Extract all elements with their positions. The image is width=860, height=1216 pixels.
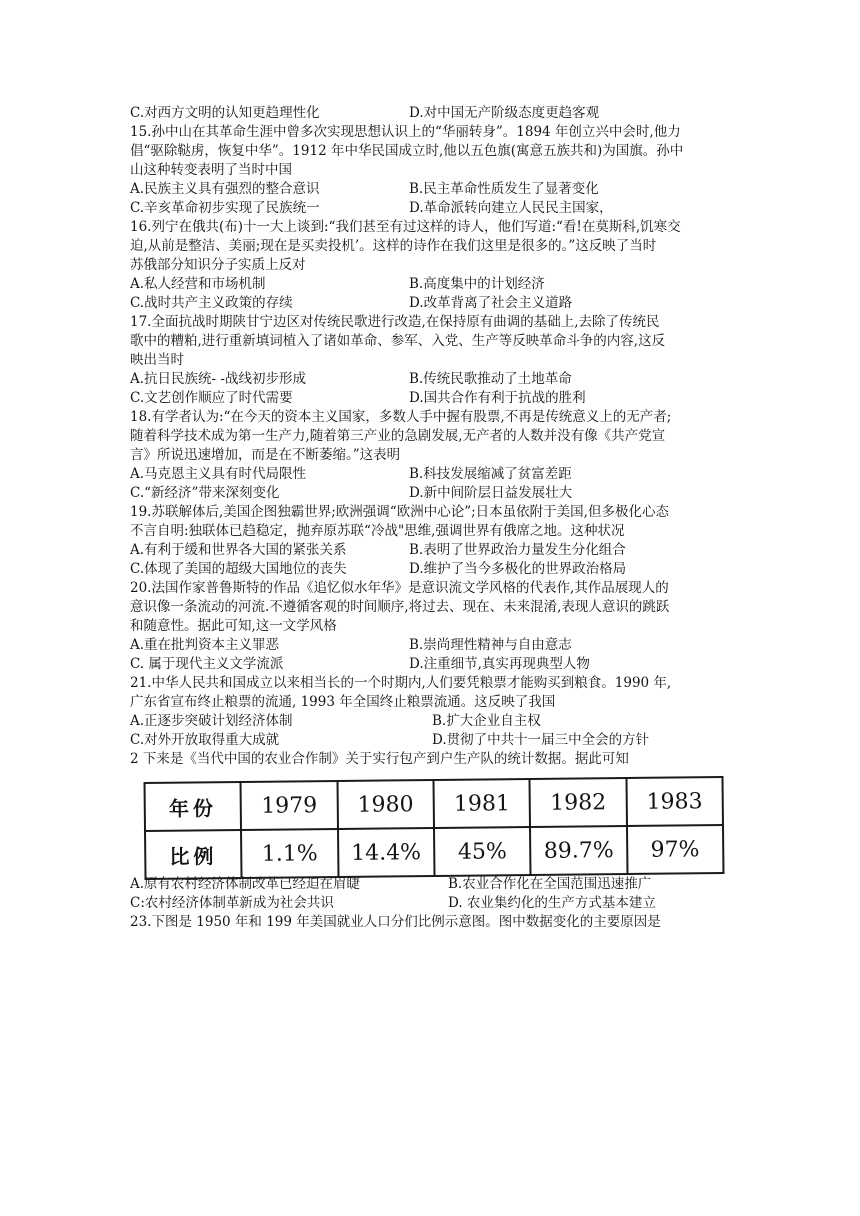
answer-option[interactable]: A.有利于缓和世界各大国的紧张关系 — [130, 542, 347, 558]
table-cell: 89.7% — [530, 826, 627, 875]
answer-options-row — [130, 541, 730, 560]
answer-option[interactable]: A.私人经营和市场机制 — [130, 276, 266, 292]
question-text-line: 歌中的糟粕,进行重新填词植入了诸如革命、参军、入党、生产等反映革命斗争的内容,这反 — [130, 333, 666, 349]
table-cell: 年份 — [145, 782, 242, 831]
question-text-line: 广东省宣布终止粮票的流通, 1993 年全国终止粮票流通。这反映了我国 — [130, 694, 556, 710]
answer-option[interactable]: D.对中国无产阶级态度更趋客观 — [409, 105, 600, 121]
answer-option[interactable]: C.辛亥革命初步实现了民族统一 — [130, 200, 320, 216]
answer-option[interactable]: C.对西方文明的认知更趋理性化 — [130, 105, 320, 121]
answer-option[interactable]: D.革命派转向建立人民民主国家， — [409, 200, 613, 216]
answer-option[interactable]: C:农村经济体制革新成为社会共识 — [130, 895, 334, 911]
answer-option[interactable]: A.重在批判资本主义罪恶 — [130, 637, 280, 653]
answer-options-row — [130, 712, 730, 731]
question-text-line: 迫,从前是整洁、美丽;现在是买卖投机’。这样的诗作在我们这里是很多的。”这反映了当时 — [130, 238, 657, 254]
table-cell: 1980 — [337, 780, 434, 829]
answer-option[interactable]: B.民主革命性质发生了显著变化 — [409, 181, 599, 197]
answer-options-row — [130, 636, 730, 655]
question-text-line: 19.苏联解体后,美国企图独霸世界;欧洲强调“欧洲中心论”;日本虽依附于美国,但多极化心态 — [130, 504, 669, 520]
question-text-line: 山这种转变表明了当时中国 — [130, 162, 292, 178]
answer-option[interactable]: A.马克恩主义具有时代局限性 — [130, 466, 307, 482]
answer-option[interactable]: D. 农业集约化的生产方式基本建立 — [448, 895, 656, 911]
answer-option[interactable]: C.体现了美国的超级大国地位的丧失 — [130, 561, 347, 577]
question-text-line: 20.法国作家普鲁斯特的作品《追忆似水年华》是意识流文学风格的代表作,其作品展现人的 — [130, 580, 669, 596]
question-text-line: 15.孙中山在其革命生涯中曾多次实现思想认识上的“华丽转身”。1894 年创立兴中会时,他力 — [130, 124, 681, 140]
question-text-line: 言》所说迅速增加，而是在不断萎缩。”这表明 — [130, 447, 401, 463]
answer-options-row — [130, 199, 730, 218]
table-row-ratio — [145, 825, 723, 879]
answer-option[interactable]: C.“新经济”带来深刻变化 — [130, 485, 280, 501]
answer-option[interactable]: C. 属于现代主义文学流派 — [130, 656, 284, 672]
table-cell: 1979 — [241, 781, 338, 830]
answer-option[interactable]: D.贯彻了中共十一届三中全会的方针 — [432, 732, 650, 748]
question-text-line: 不言自明:独联体已趋稳定，抛弃原苏联“冷战"思维,强调世界有俄席之地。这种状况 — [130, 523, 625, 539]
question-text-line: 16.列宁在俄共(布)十一大上谈到:“我们甚至有过这样的诗人，他们写道:“看!在莫斯科,饥寒交 — [130, 219, 681, 235]
answer-option[interactable]: B.表明了世界政治力量发生分化组合 — [409, 542, 626, 558]
answer-options-row — [130, 465, 730, 484]
exam-content — [130, 104, 730, 932]
question-text-line: 倡“驱除鞑虏，恢复中华”。1912 年中华民国成立时,他以五色旗(寓意五族共和)为国旗。孙中 — [130, 143, 684, 159]
answer-options-row — [130, 560, 730, 579]
answer-options-row — [130, 484, 730, 503]
answer-option[interactable]: B.高度集中的计划经济 — [409, 276, 545, 292]
answer-options-row — [130, 731, 730, 750]
answer-options-row — [130, 275, 730, 294]
table-row-year — [145, 777, 723, 831]
table-cell: 97% — [627, 825, 724, 874]
question-text-line: 17.全面抗战时期陕甘宁边区对传统民歌进行改造,在保持原有曲调的基础上,去除了传统民 — [130, 314, 660, 330]
question-text-line: 21.中华人民共和国成立以来相当长的一个时期内,人们要凭粮票才能购买到粮食。1990 年, — [130, 675, 672, 691]
question-text-line: 意识像一条流动的河流.不遵循客观的时间顺序,将过去、现在、未来混淆,表现人意识的跳跃 — [130, 599, 670, 615]
answer-option[interactable]: A.抗日民族统- -战线初步形成 — [130, 371, 306, 387]
answer-option[interactable]: D.维护了当今多极化的世界政治格局 — [409, 561, 627, 577]
answer-options-row — [130, 389, 730, 408]
answer-options-row — [130, 180, 730, 199]
table-cell: 1981 — [433, 779, 530, 828]
question-text-line: 23.下图是 1950 年和 199 年美国就业人口分们比例示意图。图中数据变化的主要原因是 — [130, 914, 661, 930]
question-text-line: 和随意性。据此可知,这一文学风格 — [130, 618, 337, 634]
answer-options-row — [130, 294, 730, 313]
answer-option[interactable]: D.注重细节,真实再现典型人物 — [409, 656, 590, 672]
answer-options-row — [130, 655, 730, 674]
table-cell: 45% — [434, 827, 531, 876]
answer-option[interactable]: A.原有农村经济体制改革已经迫在眉睫 — [130, 876, 361, 892]
answer-option[interactable]: A.正逐步突破计划经济体制 — [130, 713, 293, 729]
answer-option[interactable]: C.战时共产主义政策的存续 — [130, 295, 293, 311]
answer-option[interactable]: B.传统民歌推动了土地革命 — [409, 371, 572, 387]
table-cell: 1983 — [626, 777, 723, 826]
table-cell: 比例 — [145, 830, 242, 879]
questions-15-22 — [130, 104, 730, 769]
question-text-line: 2 下来是《当代中国的农业合作制》关于实行包产到户生产队的统计数据。据此可知 — [130, 751, 629, 767]
answer-option[interactable]: B.崇尚理性精神与自由意志 — [409, 637, 572, 653]
table-cell: 1.1% — [241, 829, 338, 878]
answer-option[interactable]: C.对外开放取得重大成就 — [130, 732, 280, 748]
answer-option[interactable]: C.文艺创作顺应了时代需要 — [130, 390, 293, 406]
answer-option[interactable]: B.扩大企业自主权 — [432, 713, 541, 729]
answer-option[interactable]: B.农业合作化在全国范围迅速推广 — [448, 876, 652, 892]
answer-option[interactable]: B.科技发展缩减了贫富差距 — [409, 466, 572, 482]
statistics-table-wrap — [130, 769, 730, 875]
answer-option[interactable]: D.改革背离了社会主义道路 — [409, 295, 573, 311]
table-cell: 14.4% — [338, 828, 435, 877]
answer-option[interactable]: D.国共合作有利于抗战的胜利 — [409, 390, 586, 406]
answer-options-row — [130, 104, 730, 123]
question-text-line: 18.有学者认为:“在今天的资本主义国家，多数人手中握有股票,不再是传统意义上的无产者; — [130, 409, 672, 425]
statistics-table — [144, 776, 725, 880]
questions-22-23 — [130, 875, 730, 932]
table-cell: 1982 — [530, 778, 627, 827]
question-text-line: 苏俄部分知识分子实质上反对 — [130, 257, 306, 273]
answer-option[interactable]: A.民族主义具有强烈的整合意识 — [130, 181, 320, 197]
question-text-line: 随着科学技术成为第一生产力,随着第三产业的急剧发展,无产者的人数并没有像《共产党宣 — [130, 428, 666, 444]
question-text-line: 映出当时 — [130, 352, 184, 368]
answer-option[interactable]: D.新中间阶层日益发展壮大 — [409, 485, 573, 501]
answer-options-row — [130, 894, 730, 913]
answer-options-row — [130, 370, 730, 389]
